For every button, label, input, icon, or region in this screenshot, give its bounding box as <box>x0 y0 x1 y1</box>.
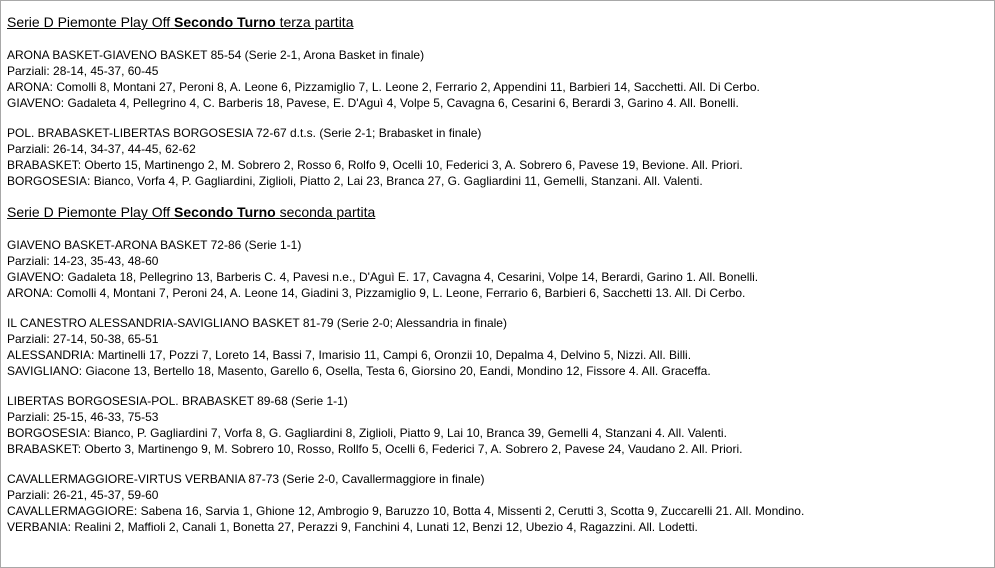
game-header: LIBERTAS BORGOSESIA-POL. BRABASKET 89-68 (Serie 1-1) <box>7 394 348 408</box>
game-parziali: Parziali: 28-14, 45-37, 60-45 <box>7 64 159 78</box>
game-block <box>7 315 994 379</box>
game-team-1: CAVALLERMAGGIORE: Sabena 16, Sarvia 1, Ghione 12, Ambrogio 9, Baruzzo 10, Botta 4, Missenti 2, Cerutti 3, Scotta 9, Zuccarelli 21. All. Mondino. <box>7 504 805 518</box>
section-title-bold: Secondo Turno <box>174 204 276 220</box>
game-parziali: Parziali: 27-14, 50-38, 65-51 <box>7 332 159 346</box>
game-header: GIAVENO BASKET-ARONA BASKET 72-86 (Serie 1-1) <box>7 238 302 252</box>
game-team-2: BORGOSESIA: Bianco, Vorfa 4, P. Gagliardini, Ziglioli, Piatto 2, Lai 23, Branca 27, G. Gagliardini 11, Gemelli, Stanzani. All. Valenti. <box>7 174 703 188</box>
game-team-2: GIAVENO: Gadaleta 4, Pellegrino 4, C. Barberis 18, Pavese, E. D'Aguì 4, Volpe 5, Cavagna 6, Cesarini 6, Berardi 3, Garino 4. All. Bonelli. <box>7 96 739 110</box>
game-header: ARONA BASKET-GIAVENO BASKET 85-54 (Serie 2-1, Arona Basket in finale) <box>7 48 425 62</box>
game-header: IL CANESTRO ALESSANDRIA-SAVIGLIANO BASKET 81-79 (Serie 2-0; Alessandria in finale) <box>7 316 507 330</box>
game-block <box>7 47 994 111</box>
game-block <box>7 125 994 189</box>
game-parziali: Parziali: 26-14, 34-37, 44-45, 62-62 <box>7 142 196 156</box>
section-title <box>7 13 994 31</box>
game-team-2: VERBANIA: Realini 2, Maffioli 2, Canali 1, Bonetta 27, Perazzi 9, Fanchini 4, Lunati 12, Benzi 12, Ubezio 4, Ragazzini. All. Lodetti. <box>7 520 698 534</box>
section-title-suffix: seconda partita <box>279 204 376 220</box>
section-title-bold: Secondo Turno <box>174 14 276 30</box>
section-title-prefix: Serie D Piemonte Play Off <box>7 204 171 220</box>
game-team-2: ARONA: Comolli 4, Montani 7, Peroni 24, A. Leone 14, Giadini 3, Pizzamiglio 9, L. Leone, Ferrario 6, Barbieri 6, Sacchetti 13. All. Di Cerbo. <box>7 286 746 300</box>
game-team-1: ARONA: Comolli 8, Montani 27, Peroni 8, A. Leone 6, Pizzamiglio 7, L. Leone 2, Ferrario 2, Appendini 11, Barbieri 14, Sacchetti. All. Di Cerbo. <box>7 80 760 94</box>
game-team-1: GIAVENO: Gadaleta 18, Pellegrino 13, Barberis C. 4, Pavesi n.e., D'Aguì E. 17, Cavagna 4, Cesarini, Volpe 14, Berardi, Garino 1. All. Bonelli. <box>7 270 759 284</box>
game-team-1: BRABASKET: Oberto 15, Martinengo 2, M. Sobrero 2, Rosso 6, Rolfo 9, Ocelli 10, Federici 3, A. Sobrero 6, Pavese 19, Bevione. All. Priori. <box>7 158 743 172</box>
game-team-1: ALESSANDRIA: Martinelli 17, Pozzi 7, Loreto 14, Bassi 7, Imarisio 11, Campi 6, Oronzii 10, Depalma 4, Delvino 5, Nizzi. All. Billi. <box>7 348 692 362</box>
game-block <box>7 237 994 301</box>
game-parziali: Parziali: 14-23, 35-43, 48-60 <box>7 254 159 268</box>
game-parziali: Parziali: 25-15, 46-33, 75-53 <box>7 410 159 424</box>
game-team-2: SAVIGLIANO: Giacone 13, Bertello 18, Masento, Garello 6, Osella, Testa 6, Giorsino 20, Eandi, Mondino 12, Fissore 4. All. Graceffa. <box>7 364 711 378</box>
game-header: CAVALLERMAGGIORE-VIRTUS VERBANIA 87-73 (Serie 2-0, Cavallermaggiore in finale) <box>7 472 485 486</box>
game-team-1: BORGOSESIA: Bianco, P. Gagliardini 7, Vorfa 8, G. Gagliardini 8, Ziglioli, Piatto 9, Lai 10, Branca 39, Gemelli 4, Stanzani 4. All. Valenti. <box>7 426 727 440</box>
section-title-suffix: terza partita <box>279 14 354 30</box>
game-team-2: BRABASKET: Oberto 3, Martinengo 9, M. Sobrero 10, Rosso, Rollfo 5, Ocelli 6, Federici 7, A. Sobrero 2, Pavese 24, Vaudano 2. All. Priori. <box>7 442 743 456</box>
game-parziali: Parziali: 26-21, 45-37, 59-60 <box>7 488 159 502</box>
game-block <box>7 393 994 457</box>
section-title <box>7 203 994 221</box>
section-terza-partita <box>7 13 994 189</box>
section-title-prefix: Serie D Piemonte Play Off <box>7 14 171 30</box>
game-block <box>7 471 994 535</box>
results-content <box>7 13 994 549</box>
game-header: POL. BRABASKET-LIBERTAS BORGOSESIA 72-67 d.t.s. (Serie 2-1; Brabasket in finale) <box>7 126 482 140</box>
section-seconda-partita <box>7 203 994 535</box>
